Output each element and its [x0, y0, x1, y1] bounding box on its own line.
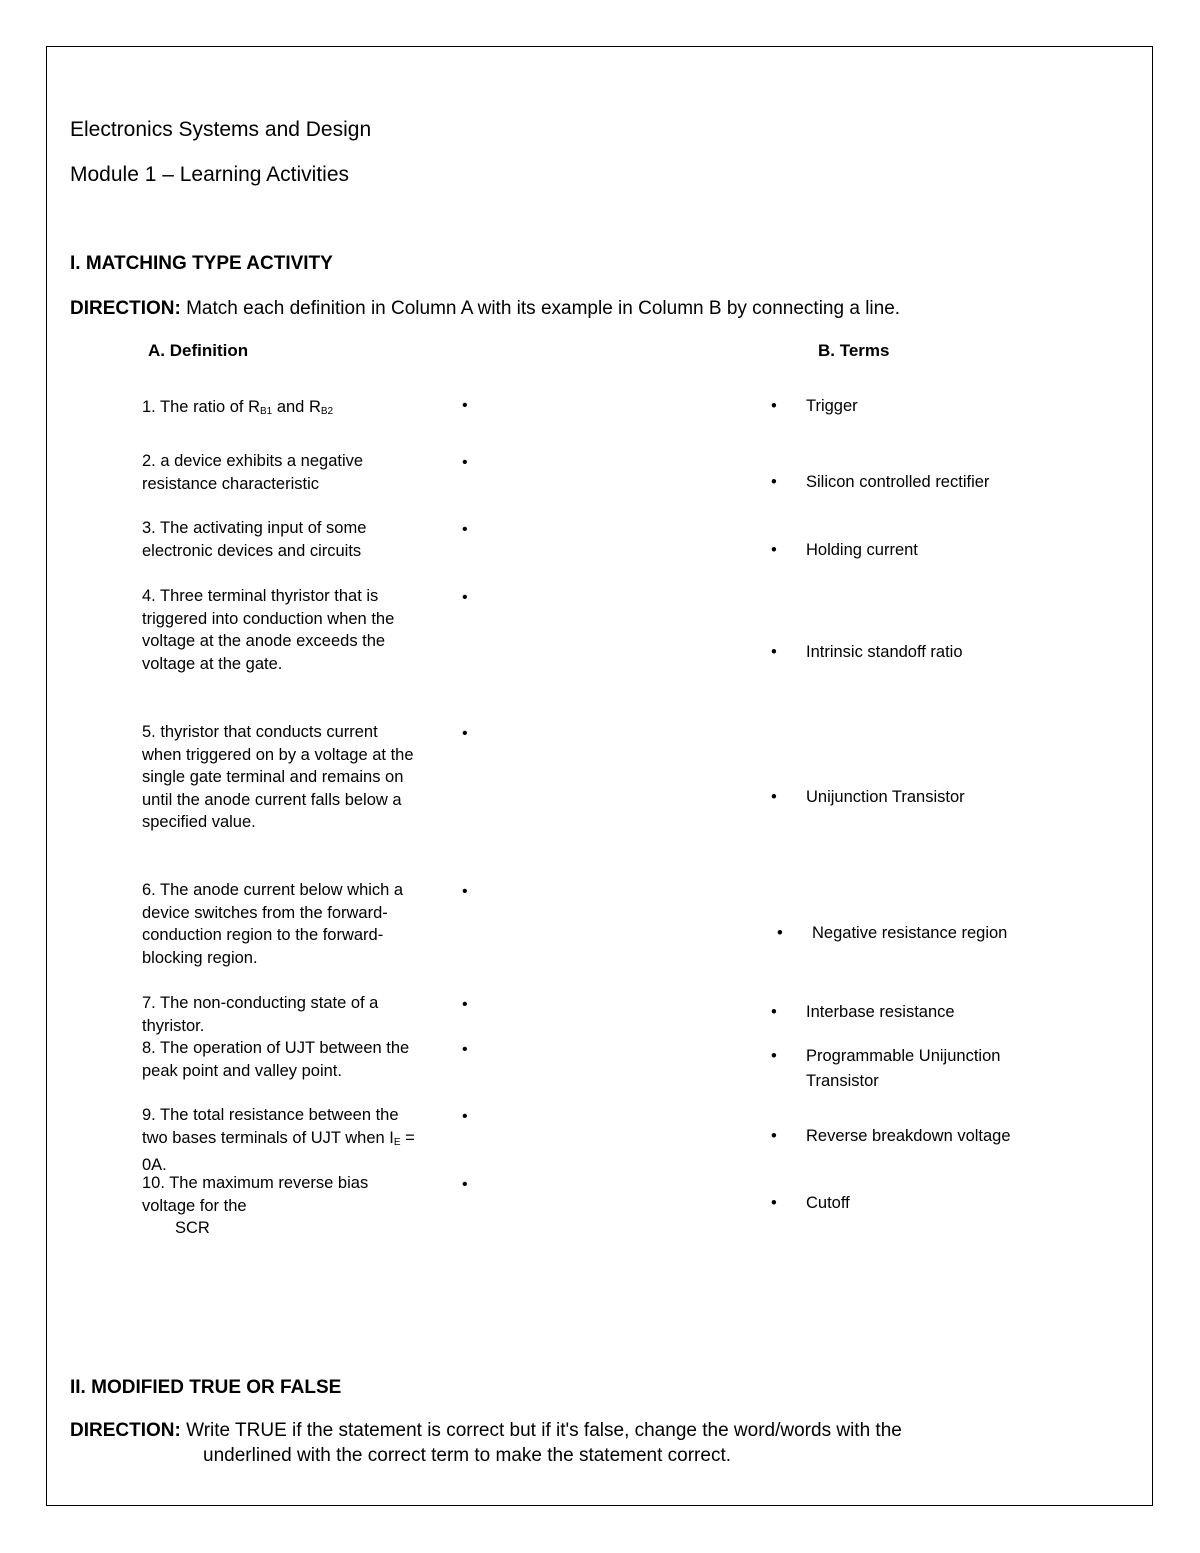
match-dot-b-10[interactable]: • — [771, 1194, 777, 1212]
term-8: • Programmable Unijunction Transistor — [771, 1044, 1051, 1094]
definition-9: 9. The total resistance between the two bases terminals of UJT when $I_E = 0A$. — [142, 1106, 415, 1174]
match-dot-b-9[interactable]: • — [771, 1127, 777, 1145]
column-a-heading: A. Definition — [148, 341, 249, 360]
term-7: • Interbase resistance — [771, 1000, 955, 1025]
term-6: • Negative resistance region — [777, 921, 1007, 946]
match-dot-b-3[interactable]: • — [771, 541, 777, 559]
match-dot-a-6[interactable]: • — [462, 883, 468, 900]
direction-text: Match each definition in Column A with its example in Column B by connecting a line. — [180, 298, 901, 319]
match-dot-a-2[interactable]: • — [462, 454, 468, 471]
direction-label-2: DIRECTION: — [70, 1420, 181, 1441]
match-dot-a-1[interactable]: • — [462, 397, 468, 414]
definition-3: 3. The activating input of some electronic devices and circuits — [142, 519, 367, 560]
match-dot-a-5[interactable]: • — [462, 725, 468, 742]
match-dot-b-4[interactable]: • — [771, 643, 777, 661]
definition-1: 1. The ratio of $R_{B1}$ and $R_{B2}$ — [142, 398, 334, 417]
definition-10: 10. The maximum reverse bias voltage for the SCR — [142, 1174, 369, 1237]
definition-4: 4. Three terminal thyristor that is triggered into conduction when the voltage at the anode exceeds the voltage at the gate. — [142, 587, 395, 673]
term-10: • Cutoff — [771, 1191, 850, 1216]
match-dot-b-5[interactable]: • — [771, 788, 777, 806]
match-dot-b-2[interactable]: • — [771, 473, 777, 491]
match-dot-b-7[interactable]: • — [771, 1003, 777, 1021]
term-2: • Silicon controlled rectifier — [771, 470, 989, 495]
definition-2: 2. a device exhibits a negative resistance characteristic — [142, 452, 364, 493]
match-dot-a-9[interactable]: • — [462, 1108, 468, 1125]
term-5: • Unijunction Transistor — [771, 785, 965, 810]
section-1-direction — [70, 298, 900, 320]
section-2-direction: DIRECTION: Write TRUE if the statement is correct but if it's false, change the word/words with the — [70, 1420, 902, 1441]
definition-6: 6. The anode current below which a device switches from the forward-conduction region to the forward-blocking region. — [142, 881, 404, 967]
term-3: • Holding current — [771, 538, 918, 563]
match-dot-a-10[interactable]: • — [462, 1176, 468, 1193]
match-dot-a-4[interactable]: • — [462, 589, 468, 606]
term-1: • Trigger — [771, 394, 858, 419]
column-b-heading: B. Terms — [818, 341, 890, 360]
module-title: Module 1 – Learning Activities — [70, 163, 349, 186]
match-dot-b-8[interactable]: • — [771, 1047, 777, 1065]
match-dot-a-8[interactable]: • — [462, 1041, 468, 1058]
match-dot-a-3[interactable]: • — [462, 521, 468, 538]
direction-label: DIRECTION: — [70, 298, 181, 319]
match-dot-b-6[interactable]: • — [777, 924, 783, 942]
definition-7: 7. The non-conducting state of a thyristor. — [142, 994, 379, 1035]
section-2-direction-line-2: underlined with the correct term to make the statement correct. — [203, 1445, 732, 1466]
section-2-heading: II. MODIFIED TRUE OR FALSE — [70, 1377, 342, 1398]
term-9: • Reverse breakdown voltage — [771, 1124, 1011, 1149]
match-dot-b-1[interactable]: • — [771, 397, 777, 415]
section-1-heading: I. MATCHING TYPE ACTIVITY — [70, 253, 333, 274]
course-title: Electronics Systems and Design — [70, 118, 372, 141]
definition-8: 8. The operation of UJT between the peak point and valley point. — [142, 1039, 410, 1080]
definition-5: 5. thyristor that conducts current when triggered on by a voltage at the single gate terminal and remains on until the anode current falls below a specified value. — [142, 723, 414, 831]
term-4: • Intrinsic standoff ratio — [771, 640, 963, 665]
match-dot-a-7[interactable]: • — [462, 996, 468, 1013]
